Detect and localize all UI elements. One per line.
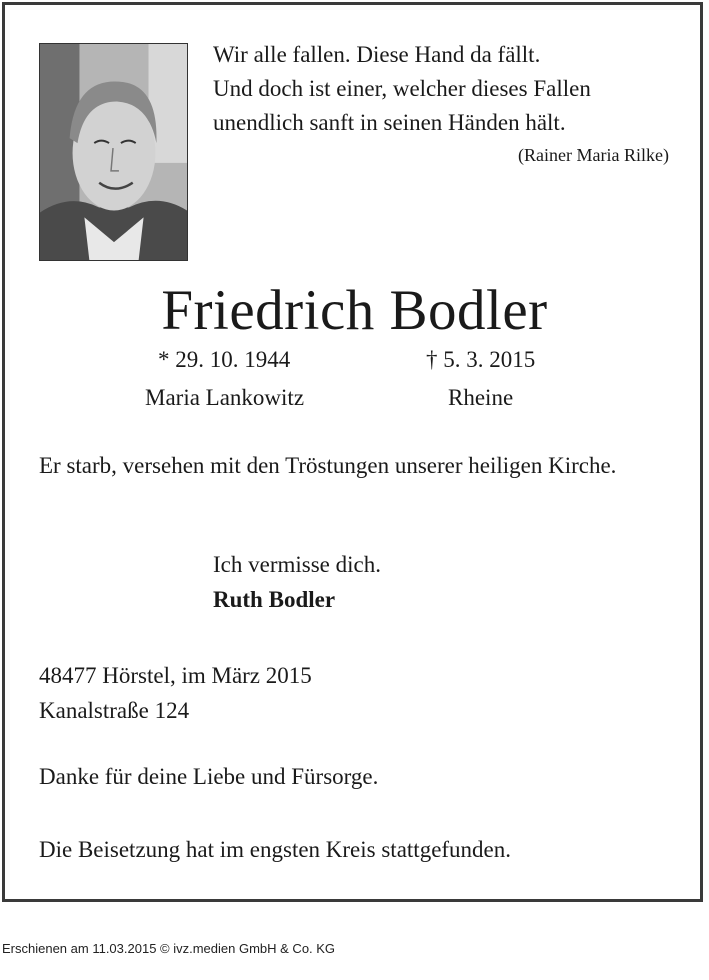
portrait-photo (39, 43, 188, 261)
birth-place: Maria Lankowitz (145, 385, 305, 410)
thanks-text: Danke für deine Liebe und Fürsorge. (39, 764, 379, 789)
poem-quote (213, 38, 669, 166)
miss-you-text: Ich vermisse dich. (213, 552, 381, 577)
poem-author: (Rainer Maria Rilke) (518, 145, 669, 165)
sacraments-text: Er starb, versehen mit den Tröstungen unserer heiligen Kirche. (39, 453, 617, 478)
publication-footer: Erschienen am 11.03.2015 © ivz.medien GmbH & Co. KG (2, 941, 336, 956)
burial-text: Die Beisetzung hat im engsten Kreis stattgefunden. (39, 837, 512, 862)
death-place: Rheine (448, 385, 514, 410)
birth-date: * 29. 10. 1944 (158, 347, 291, 372)
poem-line: Wir alle fallen. Diese Hand da fällt. (213, 42, 541, 67)
poem-line: unendlich sanft in seinen Händen hält. (213, 110, 566, 135)
death-date: † 5. 3. 2015 (426, 347, 536, 372)
street-address: Kanalstraße 124 (39, 698, 190, 723)
poem-line: Und doch ist einer, welcher dieses Fallen (213, 76, 591, 101)
place-date: 48477 Hörstel, im März 2015 (39, 663, 312, 688)
deceased-name: Friedrich Bodler (161, 279, 548, 342)
signer-name: Ruth Bodler (213, 587, 336, 612)
